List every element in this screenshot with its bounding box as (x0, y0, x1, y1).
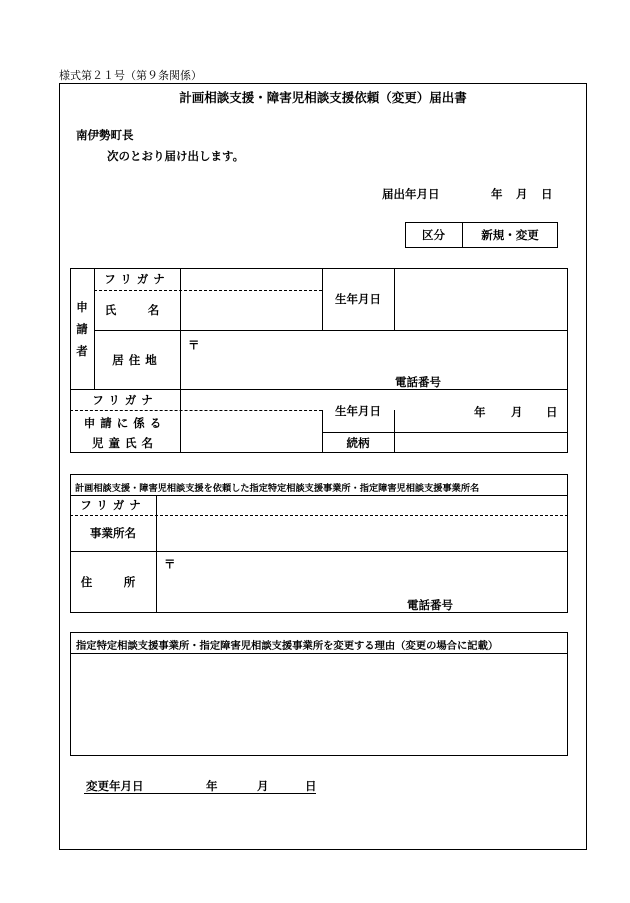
office-furigana-field[interactable] (158, 497, 566, 513)
category-value[interactable]: 新規・変更 (481, 228, 539, 242)
office-phone-label: 電話番号 (407, 598, 453, 612)
applicant-phone-label: 電話番号 (395, 375, 441, 389)
child-birth-month-label: 月 (511, 405, 523, 419)
child-relationship-field[interactable] (396, 434, 566, 451)
addressee: 南伊勢町長 (76, 128, 134, 142)
submission-year-label: 年 (491, 187, 503, 201)
submission-day-label: 日 (541, 187, 553, 201)
form-number: 様式第２１号（第９条関係） (59, 69, 202, 82)
child-furigana-field[interactable] (182, 391, 320, 408)
applicant-name-label: 氏 名 (104, 303, 170, 317)
office-address-field[interactable] (176, 554, 560, 594)
office-header: 計画相談支援・障害児相談支援を依頼した指定特定相談支援事業所・指定障害児相談支援事業所名 (75, 483, 480, 494)
reason-header: 指定特定相談支援事業所・指定障害児相談支援事業所を変更する理由（変更の場合に記載） (76, 640, 499, 652)
change-day-field[interactable] (270, 776, 302, 792)
form-title: 計画相談支援・障害児相談支援依頼（変更）届出書 (179, 90, 467, 105)
submission-date-label: 届出年月日 (382, 187, 440, 201)
change-day-label: 日 (305, 779, 317, 793)
child-label-line2: 児童氏名 (92, 435, 158, 450)
child-birth-year-label: 年 (474, 405, 486, 419)
office-postal-mark: 〒 (164, 557, 176, 571)
change-date-underline (84, 793, 316, 794)
applicant-birth-date-label: 生年月日 (335, 292, 381, 306)
child-furigana-label: フリガナ (92, 392, 158, 407)
change-date-label: 変更年月日 (86, 779, 144, 793)
applicant-section-label: 申 請 者 (76, 299, 88, 358)
child-label-line1: 申請に係る (83, 415, 167, 430)
applicant-furigana-field[interactable] (182, 270, 320, 288)
office-furigana-label: フリガナ (80, 498, 146, 512)
category-label: 区分 (422, 228, 445, 242)
applicant-name-field[interactable] (182, 292, 320, 328)
child-relationship-label: 続柄 (346, 435, 370, 450)
applicant-postal-mark: 〒 (188, 338, 200, 352)
applicant-address-label: 居住地 (112, 352, 162, 367)
applicant-furigana-label: フリガナ (104, 272, 170, 286)
office-address-label: 住 所 (80, 575, 146, 589)
submission-month-label: 月 (516, 187, 528, 201)
office-name-label: 事業所名 (90, 526, 136, 540)
applicant-birth-date-field[interactable] (396, 270, 566, 328)
applicant-address-field[interactable] (200, 334, 560, 372)
intro-text: 次のとおり届け出します。 (107, 149, 245, 163)
change-month-label: 月 (257, 779, 269, 793)
change-month-field[interactable] (220, 776, 254, 792)
office-name-field[interactable] (158, 517, 566, 549)
child-name-field[interactable] (182, 412, 320, 451)
reason-field[interactable] (72, 656, 566, 754)
change-year-field[interactable] (146, 776, 202, 792)
child-birth-day-label: 日 (546, 405, 558, 419)
change-year-label: 年 (206, 779, 218, 793)
child-birth-date-label: 生年月日 (335, 403, 381, 418)
